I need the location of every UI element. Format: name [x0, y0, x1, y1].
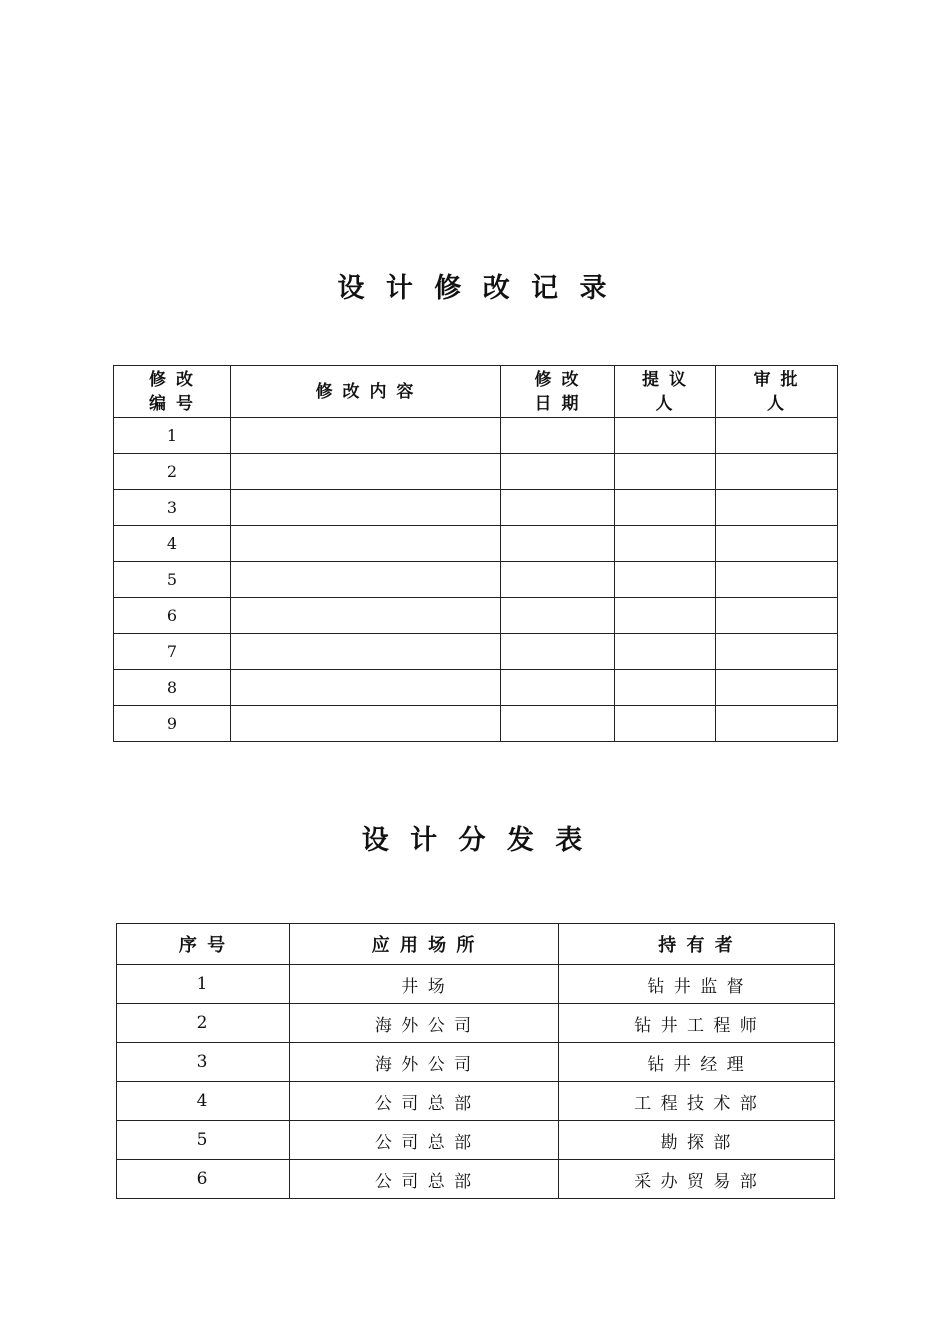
approver-cell: [716, 418, 838, 454]
header-serial-number: 序 号: [117, 924, 290, 965]
header-proposer: 提 议 人: [615, 366, 716, 418]
table-row: [114, 670, 838, 706]
holder-cell: 勘 探 部: [559, 1121, 835, 1160]
header-application-place: 应 用 场 所: [290, 924, 559, 965]
place-cell: 公 司 总 部: [290, 1121, 559, 1160]
proposer-cell: [615, 706, 716, 742]
proposer-cell: [615, 670, 716, 706]
row-number: 9: [114, 706, 231, 742]
proposer-cell: [615, 562, 716, 598]
table-row: [114, 418, 838, 454]
content-cell: [231, 670, 501, 706]
table-row: [114, 454, 838, 490]
table-row: [114, 634, 838, 670]
approver-cell: [716, 706, 838, 742]
place-cell: 海 外 公 司: [290, 1004, 559, 1043]
content-cell: [231, 490, 501, 526]
row-number: 3: [117, 1043, 290, 1082]
table-row: [114, 562, 838, 598]
date-cell: [501, 490, 615, 526]
proposer-cell: [615, 526, 716, 562]
holder-cell: 钻 井 工 程 师: [559, 1004, 835, 1043]
content-cell: [231, 598, 501, 634]
row-number: 7: [114, 634, 231, 670]
proposer-cell: [615, 454, 716, 490]
row-number: 1: [114, 418, 231, 454]
header-approver: 审 批 人: [716, 366, 838, 418]
date-cell: [501, 454, 615, 490]
row-number: 2: [117, 1004, 290, 1043]
row-number: 6: [114, 598, 231, 634]
row-number: 1: [117, 965, 290, 1004]
row-number: 5: [117, 1121, 290, 1160]
content-cell: [231, 562, 501, 598]
table-row: [114, 706, 838, 742]
table-row: [117, 1004, 835, 1043]
row-number: 6: [117, 1160, 290, 1199]
distribution-table: [116, 923, 835, 1199]
distribution-title: 设 计 分 发 表: [361, 825, 589, 856]
content-cell: [231, 634, 501, 670]
table-row: [117, 965, 835, 1004]
row-number: 8: [114, 670, 231, 706]
row-number: 5: [114, 562, 231, 598]
place-cell: 公 司 总 部: [290, 1082, 559, 1121]
table-row: [117, 1043, 835, 1082]
proposer-cell: [615, 634, 716, 670]
proposer-cell: [615, 490, 716, 526]
proposer-cell: [615, 598, 716, 634]
distribution-header-row: [117, 924, 835, 965]
holder-cell: 钻 井 监 督: [559, 965, 835, 1004]
place-cell: 海 外 公 司: [290, 1043, 559, 1082]
header-modification-number: 修 改 编 号: [114, 366, 231, 418]
approver-cell: [716, 454, 838, 490]
row-number: 4: [114, 526, 231, 562]
modification-record-title: 设 计 修 改 记 录: [337, 273, 613, 304]
table-row: [114, 526, 838, 562]
place-cell: 公 司 总 部: [290, 1160, 559, 1199]
table-row: [117, 1160, 835, 1199]
holder-cell: 采 办 贸 易 部: [559, 1160, 835, 1199]
row-number: 3: [114, 490, 231, 526]
place-cell: 井 场: [290, 965, 559, 1004]
holder-cell: 工 程 技 术 部: [559, 1082, 835, 1121]
date-cell: [501, 670, 615, 706]
approver-cell: [716, 526, 838, 562]
approver-cell: [716, 490, 838, 526]
date-cell: [501, 598, 615, 634]
content-cell: [231, 418, 501, 454]
modification-header-row: [114, 366, 838, 418]
table-row: [114, 598, 838, 634]
approver-cell: [716, 598, 838, 634]
approver-cell: [716, 562, 838, 598]
header-holder: 持 有 者: [559, 924, 835, 965]
date-cell: [501, 526, 615, 562]
row-number: 2: [114, 454, 231, 490]
table-row: [117, 1082, 835, 1121]
modification-record-table: [113, 365, 838, 742]
content-cell: [231, 454, 501, 490]
date-cell: [501, 418, 615, 454]
table-row: [114, 490, 838, 526]
proposer-cell: [615, 418, 716, 454]
approver-cell: [716, 634, 838, 670]
header-modification-date: 修 改 日 期: [501, 366, 615, 418]
date-cell: [501, 706, 615, 742]
date-cell: [501, 562, 615, 598]
table-row: [117, 1121, 835, 1160]
header-modification-content: 修 改 内 容: [231, 366, 501, 418]
content-cell: [231, 526, 501, 562]
holder-cell: 钻 井 经 理: [559, 1043, 835, 1082]
row-number: 4: [117, 1082, 290, 1121]
date-cell: [501, 634, 615, 670]
approver-cell: [716, 670, 838, 706]
content-cell: [231, 706, 501, 742]
